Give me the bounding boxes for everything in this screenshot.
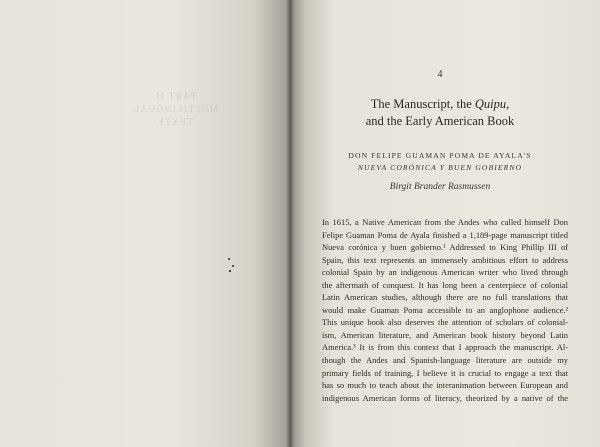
body-line: In 1615, a Native American from the Andes who called himself Don bbox=[322, 217, 568, 227]
body-line: indigenous American forms of literacy, theorized by a native of the bbox=[322, 392, 568, 403]
body-line: Felipe Guaman Poma de Ayala finished a 1,189-page manuscript titled bbox=[322, 229, 568, 240]
left-page bbox=[0, 0, 290, 447]
body-line: Nueva corónica y buen gobierno.¹ Addressed to King Phillip III of bbox=[322, 242, 568, 253]
body-line: ism, American literature, and American book history beyond Latin bbox=[322, 329, 568, 340]
chapter-title bbox=[300, 96, 580, 130]
show-through-line: MULTILINGUAL TEXTS bbox=[132, 104, 218, 127]
body-line: Spain, this text represents an immensely ambitious effort to address bbox=[322, 254, 568, 265]
chapter-title-line: and the Early American Book bbox=[365, 114, 515, 128]
quipu-word: Quipu bbox=[474, 97, 507, 111]
body-paragraph bbox=[322, 216, 568, 404]
body-line: colonial Spain by an indigenous American writer who lived through bbox=[322, 267, 568, 278]
chapter-author: Birgit Brander Rasmussen bbox=[389, 182, 491, 192]
chapter-subtitle bbox=[300, 150, 580, 174]
body-line: America.³ It is from this context that I approach the manuscript. Al- bbox=[322, 342, 568, 353]
show-through-line: PART II bbox=[154, 91, 196, 101]
subtitle-line: NUEVA CORÓNICA Y BUEN GOBIERNO bbox=[357, 163, 523, 172]
body-line: though the Andes and Spanish-language literature are outside my bbox=[322, 355, 568, 366]
body-line: primary fields of training, I believe it is crucial to engage a text that bbox=[322, 367, 568, 378]
body-line: This unique book also deserves the attention of scholars of colonial- bbox=[322, 317, 568, 328]
paper-speck bbox=[232, 265, 234, 267]
paper-speck bbox=[229, 270, 231, 272]
body-line: the aftermath of conquest. It has long been a centerpiece of colonial bbox=[322, 279, 568, 290]
paper-speck bbox=[228, 258, 230, 260]
chapter-title-line: The Manuscript, the Quipu, bbox=[370, 97, 510, 111]
body-line: has so much to teach about the interanimation between European and bbox=[322, 380, 568, 391]
body-line: Latin American studies, although there are no full translations that bbox=[322, 292, 568, 303]
chapter-number: 4 bbox=[437, 69, 443, 80]
body-line: would make Guaman Poma accessible to an anglophone audience.² bbox=[322, 304, 568, 315]
subtitle-line: DON FELIPE GUAMAN POMA DE AYALA'S bbox=[348, 151, 532, 160]
left-page-show-through-text bbox=[120, 90, 230, 129]
book-gutter bbox=[286, 0, 294, 447]
